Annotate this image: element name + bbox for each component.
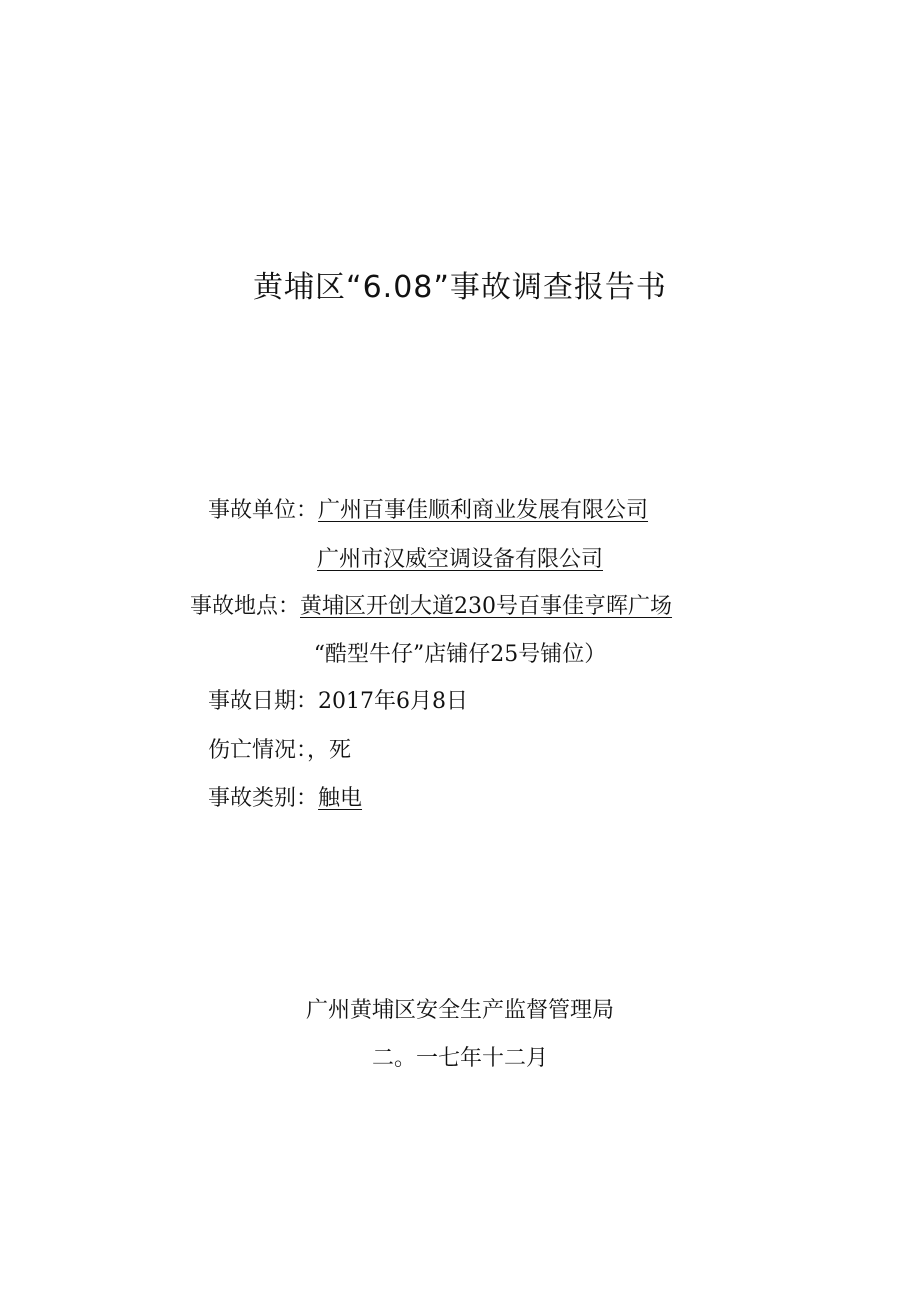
accident-category-row [208,784,362,814]
issue-date: 二。一七年十二月 [371,1046,548,1071]
accident-location-row [190,592,672,622]
accident-date-value: 2017年6月8日 [318,689,468,714]
accident-location-value-1: 黄埔区开创大道230号百事佳亨晖广场 [300,594,673,619]
accident-unit-row [208,496,648,526]
accident-date-row [208,687,468,717]
accident-location-row-2 [0,640,920,670]
accident-category-value: 触电 [318,786,363,811]
accident-date-label: 事故日期： [208,689,319,714]
accident-location-value-2: “酷型牛仔”店铺仔25号铺位） [313,642,607,667]
accident-unit-row-2 [0,545,920,575]
casualty-row [208,736,351,766]
accident-unit-label: 事故单位： [208,498,319,523]
accident-unit-value-2: 广州市汉威空调设备有限公司 [316,547,603,572]
casualty-value: ，死 [307,738,352,763]
report-title: 黄埔区“6.08”事故调查报告书 [253,270,667,305]
accident-category-label: 事故类别： [208,786,319,811]
accident-unit-value-1: 广州百事佳顺利商业发展有限公司 [318,498,649,523]
issuer: 广州黄埔区安全生产监督管理局 [305,998,614,1023]
casualty-label: 伤亡情况： [208,738,308,763]
accident-location-label: 事故地点： [190,594,301,619]
